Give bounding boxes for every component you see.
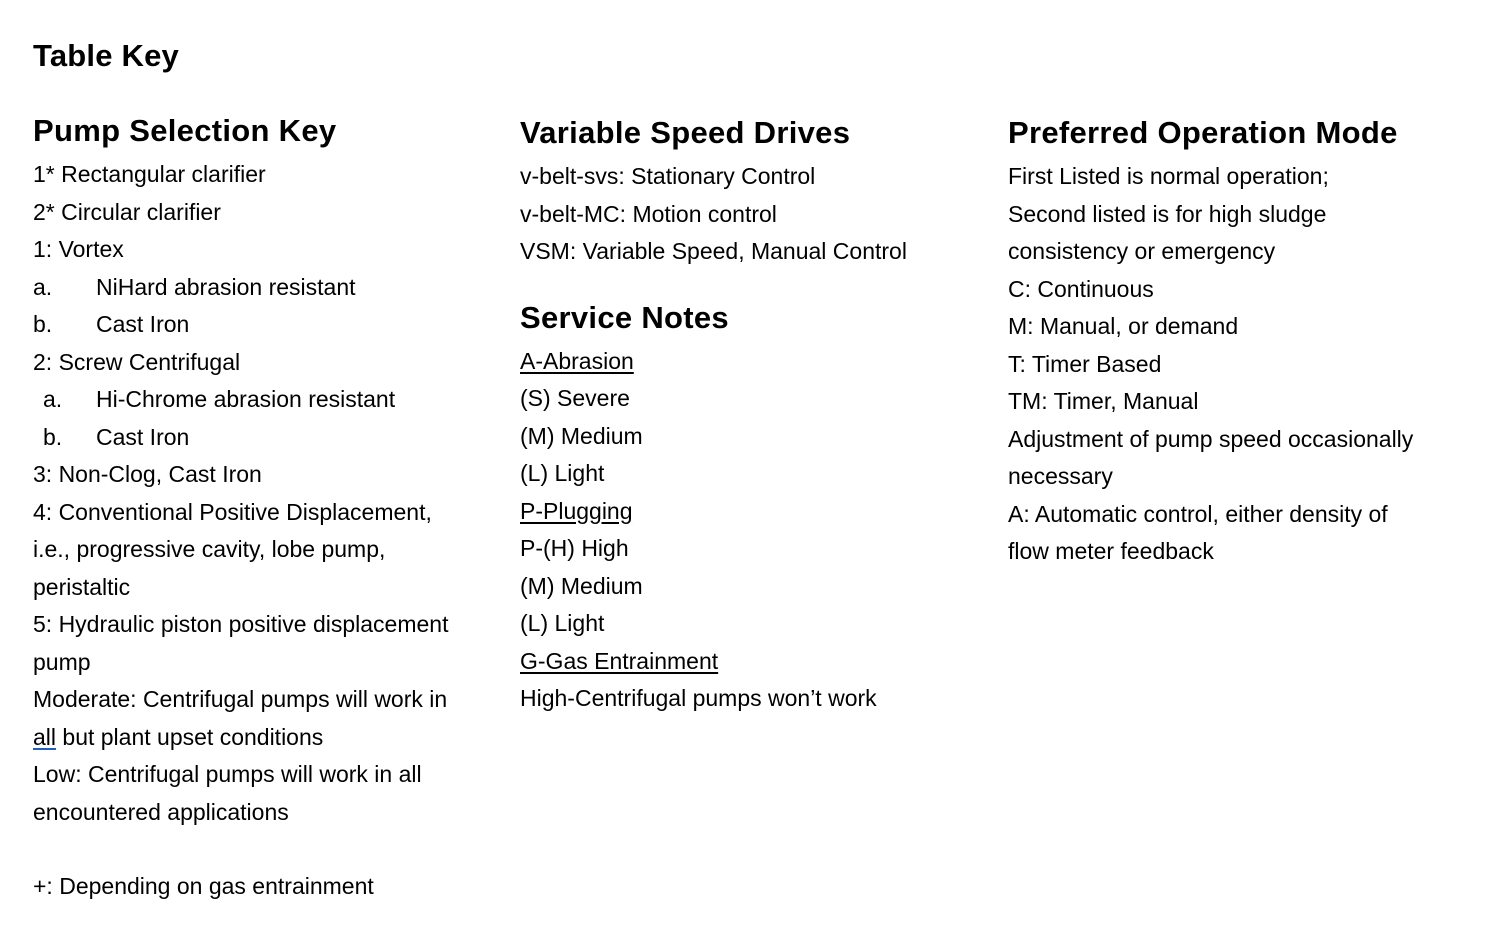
conventional-line-2: i.e., progressive cavity, lobe pump, [33,536,386,562]
plugging-label: P-Plugging [520,497,633,524]
all-word: all [33,723,57,750]
list-item-text: Hi-Chrome abrasion resistant [96,386,396,412]
service-notes-heading: Service Notes [520,299,729,335]
moderate-rest: but plant upset conditions [56,723,324,750]
list-marker: a. [33,273,53,300]
abrasion-item: (S) Severe [520,385,630,411]
conventional-line-3: peristaltic [33,573,131,600]
operation-mode-line: Adjustment of pump speed occasionally [1008,425,1414,452]
moderate-line-1: Moderate: Centrifugal pumps will work in [33,686,448,712]
page-title: Table Key [33,38,179,73]
operation-mode-line: First Listed is normal operation; [1008,163,1329,189]
vortex-option-a [33,269,511,307]
nonclog-line: 3: Non-Clog, Cast Iron [33,461,262,487]
operation-mode-line: Second listed is for high sludge [1008,200,1327,227]
operation-mode-line: flow meter feedback [1008,538,1214,564]
vsd-and-service-section [520,114,990,718]
vsd-item: v-belt-MC: Motion control [520,200,777,227]
list-marker: b. [43,423,63,450]
vsd-heading: Variable Speed Drives [520,115,851,150]
operation-mode-line: A: Automatic control, either density of [1008,500,1388,527]
clarifier-1-line: 1* Rectangular clarifier [33,161,266,187]
spacer [33,831,511,868]
list-marker: a. [43,386,63,412]
screw-option-a [33,381,511,419]
vsd-item: v-belt-svs: Stationary Control [520,163,816,189]
vortex-line: 1: Vortex [33,236,124,262]
moderate-line-2 [33,719,511,757]
hydraulic-line-2: pump [33,648,91,675]
gas-entrainment-note: +: Depending on gas entrainment [33,873,374,899]
spacer [520,271,990,299]
abrasion-item: (L) Light [520,460,605,486]
gas-entrainment-label: G-Gas Entrainment [520,647,719,674]
operation-mode-heading: Preferred Operation Mode [1008,115,1398,150]
conventional-line-1: 4: Conventional Positive Displacement, [33,498,432,525]
plugging-item: (M) Medium [520,572,643,599]
list-item-text: Cast Iron [96,311,190,337]
vsd-item: VSM: Variable Speed, Manual Control [520,238,907,264]
operation-mode-section [1008,114,1488,571]
operation-mode-line: necessary [1008,463,1113,489]
operation-mode-line: T: Timer Based [1008,350,1162,377]
clarifier-2-line: 2* Circular clarifier [33,198,221,225]
abrasion-label: A-Abrasion [520,347,634,374]
abrasion-item: (M) Medium [520,422,643,449]
list-item-text: NiHard abrasion resistant [96,273,356,300]
list-item-text: Cast Iron [96,423,190,450]
low-line-1: Low: Centrifugal pumps will work in all [33,761,422,787]
hydraulic-line-1: 5: Hydraulic piston positive displacement [33,611,449,637]
screw-line: 2: Screw Centrifugal [33,348,241,375]
operation-mode-line: C: Continuous [1008,275,1154,302]
gas-entrainment-item: High-Centrifugal pumps won’t work [520,685,877,711]
plugging-item: P-(H) High [520,535,629,561]
pump-selection-heading: Pump Selection Key [33,113,337,148]
operation-mode-line: TM: Timer, Manual [1008,388,1199,414]
pump-selection-section [33,112,511,906]
operation-mode-line: M: Manual, or demand [1008,313,1239,339]
list-marker: b. [33,311,53,337]
vortex-option-b [33,306,511,344]
screw-option-b [33,419,511,457]
plugging-item: (L) Light [520,610,605,636]
operation-mode-line: consistency or emergency [1008,238,1276,264]
low-line-2: encountered applications [33,798,289,825]
